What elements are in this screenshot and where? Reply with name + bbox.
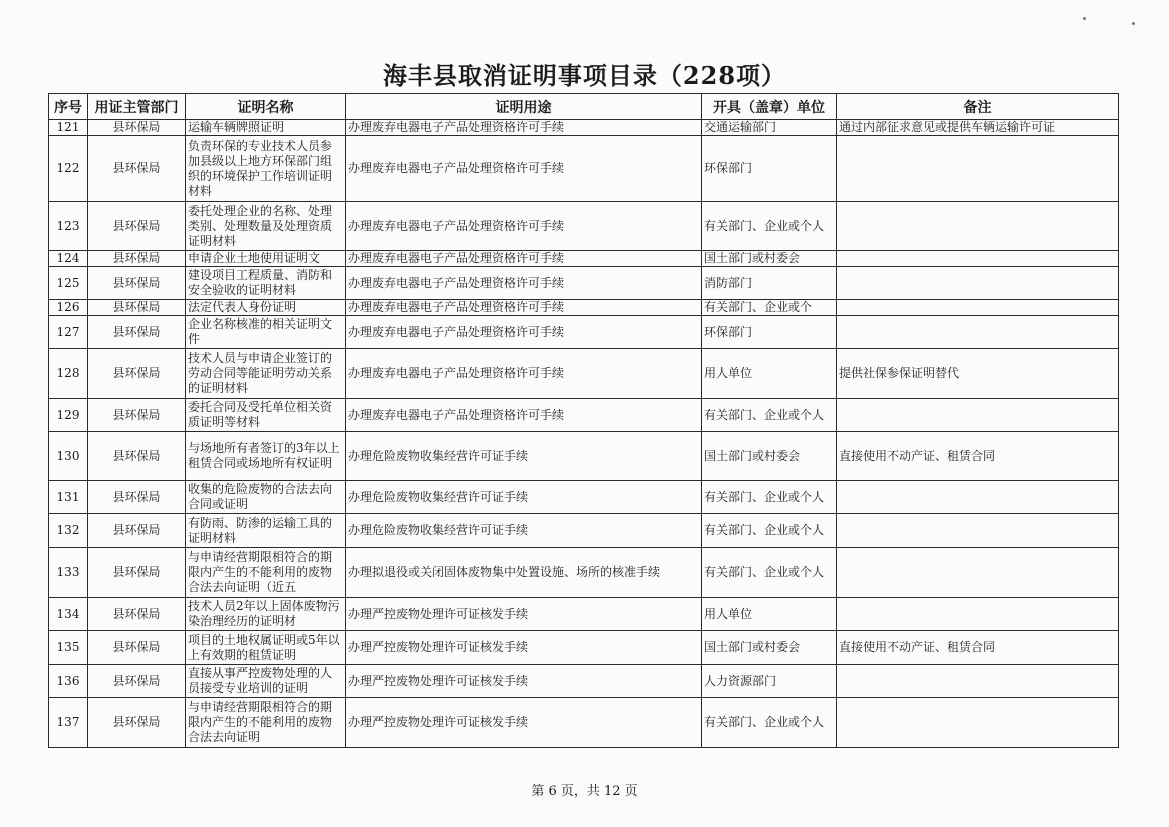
row-cert-name: 直接从事严控废物处理的人员接受专业培训的证明 — [186, 665, 346, 698]
table-row — [49, 514, 1119, 548]
row-dept: 县环保局 — [88, 665, 186, 698]
row-note — [837, 665, 1119, 698]
row-note — [837, 399, 1119, 432]
page-footer: 第 6 页，共 12 页 — [531, 784, 638, 799]
row-dept: 县环保局 — [88, 136, 186, 202]
row-note: 通过内部征求意见或提供车辆运输许可证 — [837, 120, 1119, 136]
page-title: 海丰县取消证明事项目录（228项） — [382, 61, 787, 90]
table-row — [49, 251, 1119, 267]
row-no: 133 — [49, 548, 88, 598]
row-dept: 县环保局 — [88, 267, 186, 300]
row-issuer: 用人单位 — [702, 598, 837, 631]
row-cert-use: 办理危险废物收集经营许可证手续 — [346, 432, 702, 481]
table-row — [49, 136, 1119, 202]
row-issuer: 有关部门、企业或个人 — [702, 514, 837, 548]
row-note: 直接使用不动产证、租赁合同 — [837, 432, 1119, 481]
table-row — [49, 698, 1119, 748]
row-dept: 县环保局 — [88, 300, 186, 316]
row-issuer: 用人单位 — [702, 349, 837, 399]
row-no: 137 — [49, 698, 88, 748]
row-no: 136 — [49, 665, 88, 698]
row-cert-use: 办理严控废物处理许可证核发手续 — [346, 631, 702, 665]
row-cert-use: 办理废弃电器电子产品处理资格许可手续 — [346, 251, 702, 267]
row-issuer: 有关部门、企业或个人 — [702, 481, 837, 514]
row-note — [837, 300, 1119, 316]
header-name: 证明名称 — [186, 94, 346, 120]
row-cert-use: 办理危险废物收集经营许可证手续 — [346, 514, 702, 548]
row-dept: 县环保局 — [88, 120, 186, 136]
row-no: 132 — [49, 514, 88, 548]
row-cert-name: 委托合同及受托单位相关资质证明等材料 — [186, 399, 346, 432]
table-row — [49, 267, 1119, 300]
row-cert-use: 办理废弃电器电子产品处理资格许可手续 — [346, 267, 702, 300]
row-no: 134 — [49, 598, 88, 631]
row-note: 提供社保参保证明替代 — [837, 349, 1119, 399]
row-dept: 县环保局 — [88, 481, 186, 514]
row-issuer: 人力资源部门 — [702, 665, 837, 698]
row-cert-use: 办理废弃电器电子产品处理资格许可手续 — [346, 120, 702, 136]
row-no: 135 — [49, 631, 88, 665]
row-dept: 县环保局 — [88, 251, 186, 267]
row-cert-name: 企业名称核准的相关证明文件 — [186, 316, 346, 349]
row-note — [837, 698, 1119, 748]
row-dept: 县环保局 — [88, 432, 186, 481]
row-note: 直接使用不动产证、租赁合同 — [837, 631, 1119, 665]
row-no: 121 — [49, 120, 88, 136]
table-row — [49, 202, 1119, 251]
row-cert-name: 技术人员与申请企业签订的劳动合同等能证明劳动关系的证明材料 — [186, 349, 346, 399]
row-issuer: 交通运输部门 — [702, 120, 837, 136]
row-dept: 县环保局 — [88, 202, 186, 251]
header-note: 备注 — [837, 94, 1119, 120]
table-header-row — [49, 94, 1119, 120]
row-cert-name: 与申请经营期限相符合的期限内产生的不能利用的废物合法去向证明（近五 — [186, 548, 346, 598]
table-row — [49, 432, 1119, 481]
row-cert-name: 与申请经营期限相符合的期限内产生的不能利用的废物合法去向证明 — [186, 698, 346, 748]
row-cert-name: 法定代表人身份证明 — [186, 300, 346, 316]
row-cert-name: 有防雨、防渗的运输工具的证明材料 — [186, 514, 346, 548]
row-dept: 县环保局 — [88, 349, 186, 399]
row-cert-use: 办理废弃电器电子产品处理资格许可手续 — [346, 136, 702, 202]
table-row — [49, 300, 1119, 316]
row-no: 123 — [49, 202, 88, 251]
row-no: 129 — [49, 399, 88, 432]
row-note — [837, 514, 1119, 548]
scan-speck — [1132, 22, 1135, 25]
row-issuer: 有关部门、企业或个人 — [702, 202, 837, 251]
row-no: 125 — [49, 267, 88, 300]
row-cert-use: 办理拟退役或关闭固体废物集中处置设施、场所的核准手续 — [346, 548, 702, 598]
row-note — [837, 598, 1119, 631]
row-dept: 县环保局 — [88, 514, 186, 548]
row-no: 131 — [49, 481, 88, 514]
row-dept: 县环保局 — [88, 548, 186, 598]
table-row — [49, 481, 1119, 514]
row-no: 127 — [49, 316, 88, 349]
row-cert-name: 建设项目工程质量、消防和安全验收的证明材料 — [186, 267, 346, 300]
header-dept: 用证主管部门 — [88, 94, 186, 120]
scan-speck — [1083, 17, 1086, 20]
row-no: 128 — [49, 349, 88, 399]
table-row — [49, 316, 1119, 349]
row-cert-name: 申请企业土地使用证明文 — [186, 251, 346, 267]
row-dept: 县环保局 — [88, 316, 186, 349]
header-issuer: 开具（盖章）单位 — [702, 94, 837, 120]
row-cert-use: 办理废弃电器电子产品处理资格许可手续 — [346, 316, 702, 349]
row-dept: 县环保局 — [88, 399, 186, 432]
row-cert-name: 收集的危险废物的合法去向合同或证明 — [186, 481, 346, 514]
row-note — [837, 548, 1119, 598]
row-cert-name: 委托处理企业的名称、处理类别、处理数量及处理资质证明材料 — [186, 202, 346, 251]
header-no: 序号 — [49, 94, 88, 120]
row-issuer: 国土部门或村委会 — [702, 432, 837, 481]
row-note — [837, 481, 1119, 514]
row-cert-name: 技术人员2年以上固体废物污染治理经历的证明材 — [186, 598, 346, 631]
row-issuer: 环保部门 — [702, 136, 837, 202]
row-issuer: 有关部门、企业或个人 — [702, 548, 837, 598]
header-use: 证明用途 — [346, 94, 702, 120]
table-row — [49, 631, 1119, 665]
row-cert-name: 运输车辆牌照证明 — [186, 120, 346, 136]
row-no: 126 — [49, 300, 88, 316]
row-cert-name: 负责环保的专业技术人员参加县级以上地方环保部门组织的环境保护工作培训证明材料 — [186, 136, 346, 202]
row-issuer: 国土部门或村委会 — [702, 251, 837, 267]
table-row — [49, 399, 1119, 432]
table-row — [49, 120, 1119, 136]
table-row — [49, 598, 1119, 631]
row-cert-use: 办理废弃电器电子产品处理资格许可手续 — [346, 399, 702, 432]
row-note — [837, 316, 1119, 349]
row-dept: 县环保局 — [88, 698, 186, 748]
row-dept: 县环保局 — [88, 598, 186, 631]
row-cert-name: 与场地所有者签订的3年以上租赁合同或场地所有权证明 — [186, 432, 346, 481]
row-cert-use: 办理废弃电器电子产品处理资格许可手续 — [346, 349, 702, 399]
row-no: 122 — [49, 136, 88, 202]
row-dept: 县环保局 — [88, 631, 186, 665]
row-note — [837, 267, 1119, 300]
row-cert-use: 办理严控废物处理许可证核发手续 — [346, 598, 702, 631]
row-issuer: 有关部门、企业或个人 — [702, 698, 837, 748]
table-row — [49, 548, 1119, 598]
row-cert-use: 办理严控废物处理许可证核发手续 — [346, 698, 702, 748]
table-row — [49, 349, 1119, 399]
certificate-table — [48, 93, 1119, 748]
row-cert-use: 办理废弃电器电子产品处理资格许可手续 — [346, 202, 702, 251]
row-issuer: 国土部门或村委会 — [702, 631, 837, 665]
row-note — [837, 136, 1119, 202]
row-note — [837, 202, 1119, 251]
row-issuer: 消防部门 — [702, 267, 837, 300]
row-issuer: 环保部门 — [702, 316, 837, 349]
row-issuer: 有关部门、企业或个人 — [702, 399, 837, 432]
row-issuer: 有关部门、企业或个 — [702, 300, 837, 316]
row-cert-use: 办理危险废物收集经营许可证手续 — [346, 481, 702, 514]
row-cert-use: 办理严控废物处理许可证核发手续 — [346, 665, 702, 698]
row-cert-use: 办理废弃电器电子产品处理资格许可手续 — [346, 300, 702, 316]
row-no: 124 — [49, 251, 88, 267]
row-no: 130 — [49, 432, 88, 481]
row-note — [837, 251, 1119, 267]
row-cert-name: 项目的土地权属证明或5年以上有效期的租赁证明 — [186, 631, 346, 665]
table-row — [49, 665, 1119, 698]
